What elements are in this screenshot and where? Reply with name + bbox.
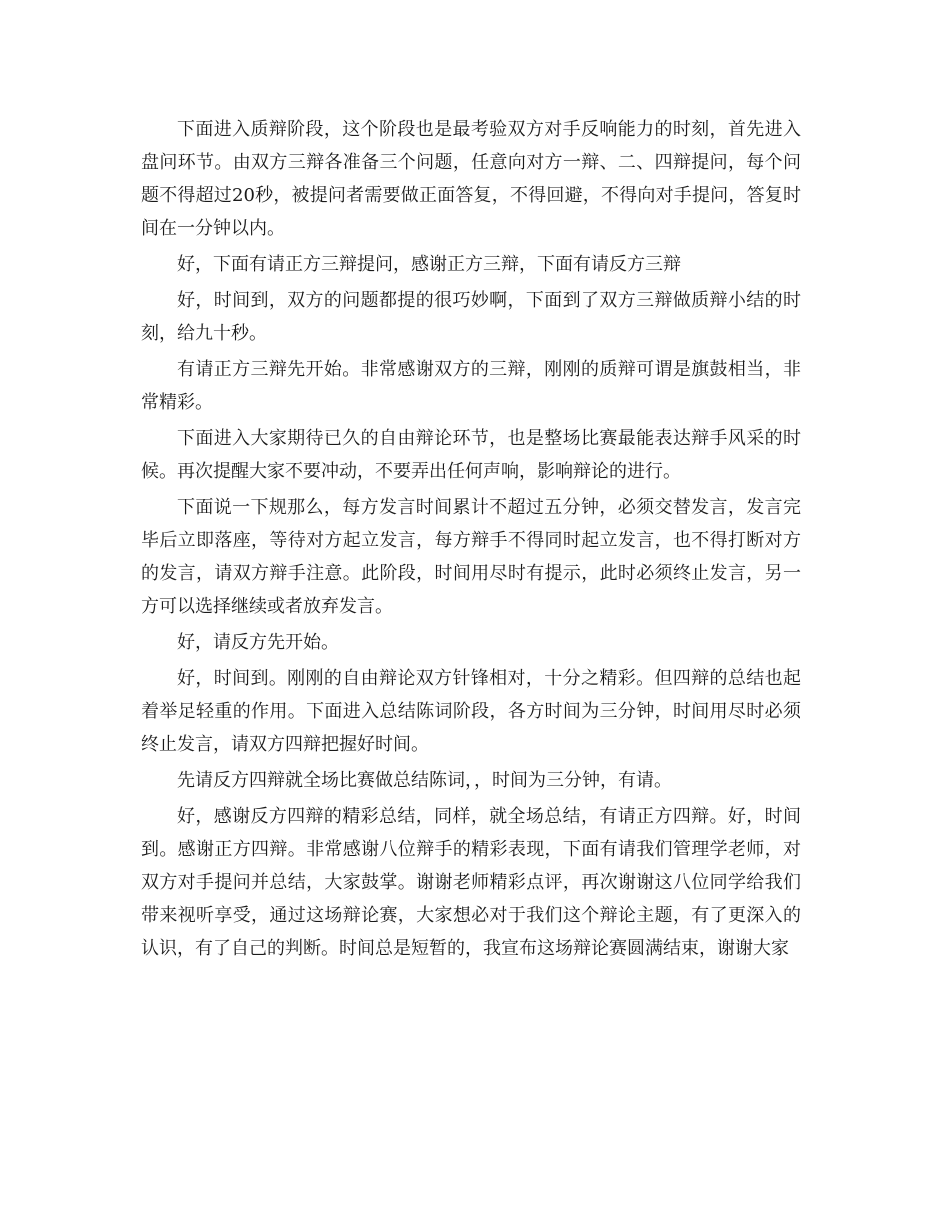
paragraph-6: 下面说一下规那么，每方发言时间累计不超过五分钟，必须交替发言，发言完毕后立即落座，等待对方起立发言，每方辩手不得同时起立发言，也不得打断对方的发言，请双方辩手注意。此阶段，时间用尽时有提示，此时必须终止发言，另一方可以选择继续或者放弃发言。	[141, 497, 801, 617]
paragraph-7: 好，请反方先开始。	[177, 632, 339, 653]
paragraph-2: 好，下面有请正方三辩提问，感谢正方三辩，下面有请反方三辩	[177, 254, 681, 275]
paragraph-5: 下面进入大家期待已久的自由辩论环节，也是整场比赛最能表达辩手风采的时候。再次提醒大家不要冲动，不要弄出任何声响，影响辩论的进行。	[141, 428, 801, 482]
paragraph-10: 好，感谢反方四辩的精彩总结，同样，就全场总结，有请正方四辩。好，时间到。感谢正方四辩。非常感谢八位辩手的精彩表现，下面有请我们管理学老师，对双方对手提问并总结，大家鼓掌。谢谢老师精彩点评，再次谢谢这八位同学给我们带来视听享受，通过这场辩论赛，大家想必对于我们这个辩论主题，有了更深入的认识，有了自己的判断。时间总是短暂的，我宣布这场辩论赛圆满结束，谢谢大家	[141, 806, 801, 959]
document-body	[141, 113, 801, 968]
paragraph-4: 有请正方三辩先开始。非常感谢双方的三辩，刚刚的质辩可谓是旗鼓相当，非常精彩。	[141, 359, 801, 413]
paragraph-9: 先请反方四辩就全场比赛做总结陈词，，时间为三分钟，有请。	[177, 770, 672, 791]
paragraph-1: 下面进入质辩阶段，这个阶段也是最考验双方对手反响能力的时刻，首先进入盘问环节。由双方三辩各准备三个问题，任意向对方一辩、二、四辩提问，每个问题不得超过20秒，被提问者需要做正面答复，不得回避，不得向对手提问，答复时间在一分钟以内。	[141, 119, 801, 239]
paragraph-8: 好，时间到。刚刚的自由辩论双方针锋相对，十分之精彩。但四辩的总结也起着举足轻重的作用。下面进入总结陈词阶段，各方时间为三分钟，时间用尽时必须终止发言，请双方四辩把握好时间。	[141, 668, 801, 755]
paragraph-3: 好，时间到，双方的问题都提的很巧妙啊，下面到了双方三辩做质辩小结的时刻，给九十秒。	[141, 290, 801, 344]
